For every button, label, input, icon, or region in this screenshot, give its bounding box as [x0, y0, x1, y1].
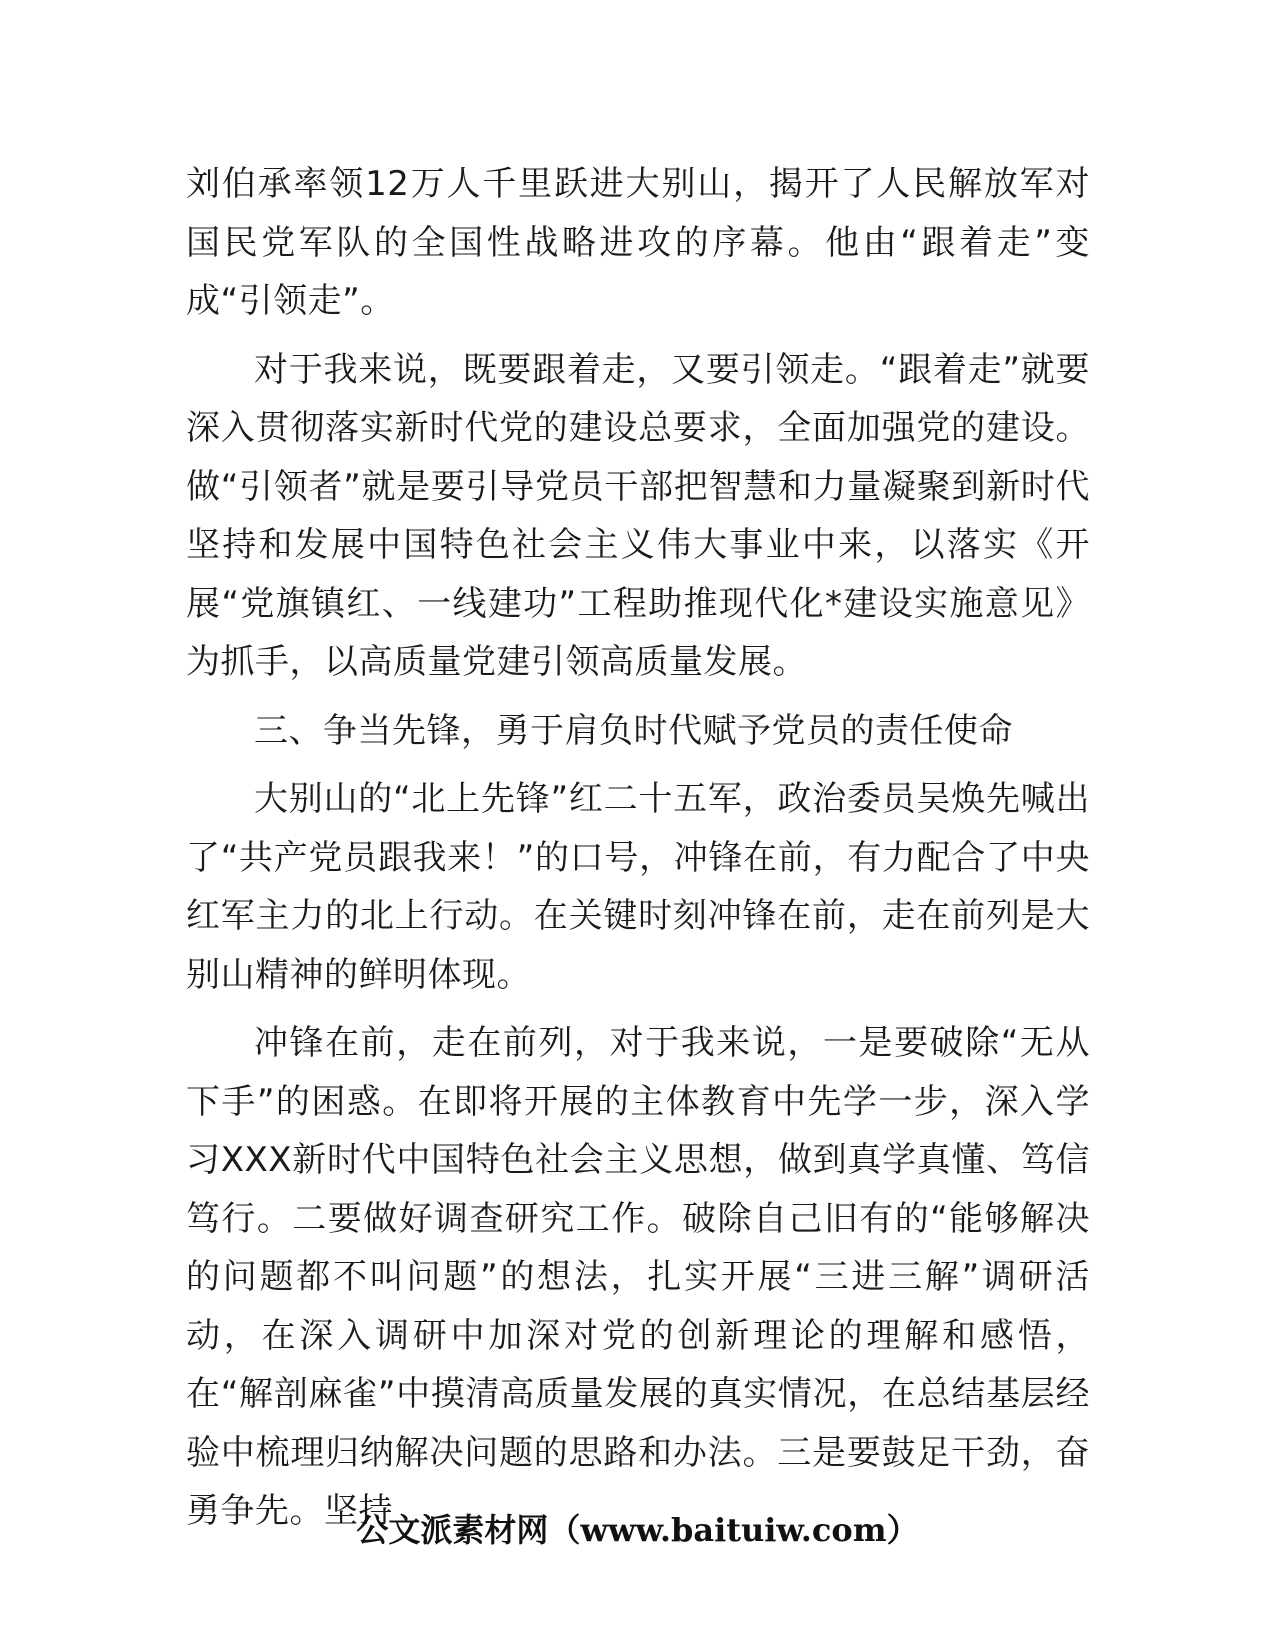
paragraph-2: 对于我来说，既要跟着走，又要引领走。“跟着走”就要深入贯彻落实新时代党的建设总要求，全面加强党的建设。做“引领者”就是要引导党员干部把智慧和力量凝聚到新时代坚持和发展中国特色社会主义伟大事业中来，以落实《开展“党旗镇红、一线建功”工程助推现代化*建设实施意见》为抓手，以高质量党建引领高质量发展。 [186, 349, 1090, 682]
document-body [186, 155, 1090, 1551]
paragraph-3: 大别山的“北上先锋”红二十五军，政治委员吴焕先喊出了“共产党员跟我来！”的口号，冲锋在前，有力配合了中央红军主力的北上行动。在关键时刻冲锋在前，走在前列是大别山精神的鲜明体现。 [186, 779, 1090, 995]
paragraph-1: 刘伯承率领12万人千里跃进大别山，揭开了人民解放军对国民党军队的全国性战略进攻的序幕。他由“跟着走”变成“引领走”。 [186, 164, 1090, 321]
paragraph-4: 冲锋在前，走在前列，对于我来说，一是要破除“无从下手”的困惑。在即将开展的主体教育中先学一步，深入学习XXX新时代中国特色社会主义思想，做到真学真懂、笃信笃行。二要做好调查研究工作。破除自己旧有的“能够解决的问题都不叫问题”的想法，扎实开展“三进三解”调研活动，在深入调研中加深对党的创新理论的理解和感悟，在“解剖麻雀”中摸清高质量发展的真实情况，在总结基层经验中梳理归纳解决问题的思路和办法。三是要鼓足干劲，奋勇争先。坚持 [186, 1023, 1090, 1531]
footer-watermark: 公文派素材网（www.baituiw.com） [356, 1511, 919, 1549]
section-heading: 三、争当先锋，勇于肩负时代赋予党员的责任使命 [254, 710, 1013, 751]
